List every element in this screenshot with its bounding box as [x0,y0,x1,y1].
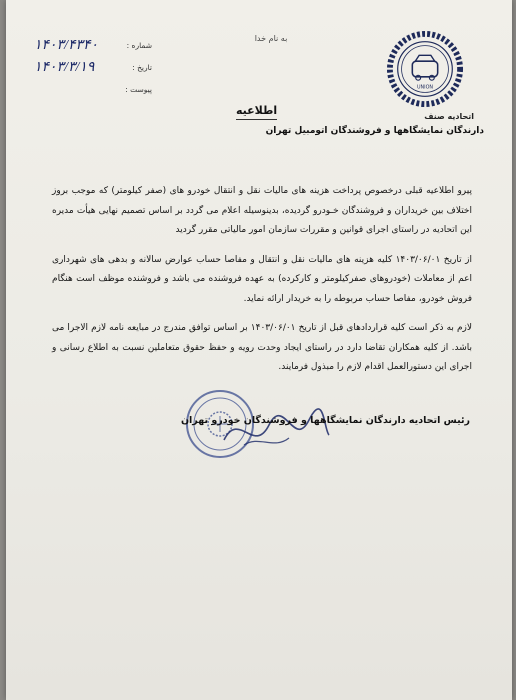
paragraph-2: از تاریخ ۱۴۰۳/۰۶/۰۱ کلیه هزینه های مالیات نقل و انتقال و مفاصا حساب عوارض سالانه و بدهی های شهرداری اعم از معاملات (خودروهای صفرکیلومتر و کارکرده) به عهده فروشنده می باشد و فروشنده موظف است هنگام فروش خودرو، مفاصا حساب مربوطه را به خریدار ارائه نماید. [52,254,472,304]
attachment-row [34,78,152,100]
number-row [34,34,152,56]
number-value: ۱۴۰۳/۴۳۴۰ [34,37,99,53]
paragraph-1: پیرو اطلاعیه قبلی درخصوص پرداخت هزینه های مالیات نقل و انتقال خودرو های (صفر کیلومتر) که موجب بروز اختلاف بین خریداران و فروشندگان خـودرو گردیده، بدینوسیله اعلام می گردد بر اساس تصمیم نهایی هیأت مدیره این اتحادیه در راستای اجرای قوانین و مقررات سازمان امور مالیاتی مقرر گردید [52,186,472,235]
date-row [34,56,152,78]
union-full-name: دارندگان نمایشگاهها و فروشندگان اتومبیل تهران [265,126,484,136]
paragraph-3: لازم به ذکر است کلیه قراردادهای قبل از تاریخ ۱۴۰۳/۰۶/۰۱ بر اساس توافق مندرج در مبایعه نامه لازم الاجرا می باشد. از کلیه همکاران تقاضا دارد در راستای ایجاد وحدت رویه و حفظ حقوق متعاملین نسبت به اطلاع رسانی و اجرای این دستورالعمل اقدام لازم را مبذول فرمایند. [52,323,472,372]
bismillah-heading: به نام خدا [254,34,288,43]
number-label: شماره : [126,40,152,50]
letter-page [6,0,512,700]
union-name: اتحادیه صنف [424,112,474,121]
letter-meta [34,34,152,100]
announcement-body [52,182,472,388]
date-value: ۱۴۰۳/۳/۱۹ [34,59,95,75]
handwritten-signature [214,400,334,460]
signatory-title: رئیس اتحادیه دارندگان نمایشگاهها و فروشندگان خودرو تهران [180,415,470,426]
attachment-label: پیوست : [125,84,152,94]
union-logo [386,30,464,108]
logo-text: UNION [416,84,434,91]
announcement-title: اطلاعیه [236,104,277,120]
date-label: تاریخ : [132,62,152,72]
